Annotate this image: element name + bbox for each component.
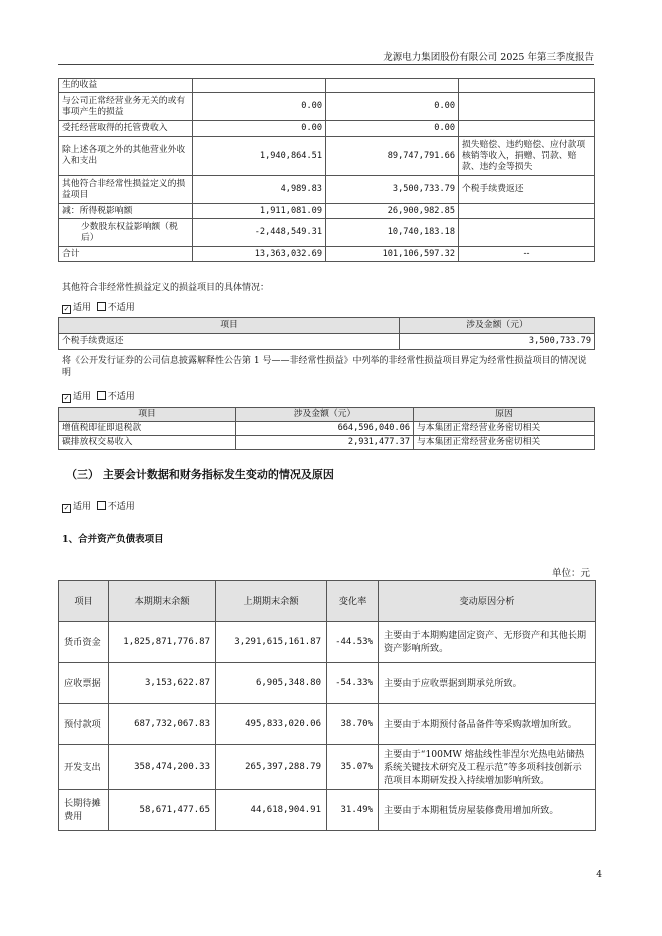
change-rate-cell: 38.70% [327,704,379,745]
period-end-balance-cell: 1,825,871,776.87 [109,622,216,663]
change-rate-cell: 35.07% [327,745,379,790]
current-period-cell [193,79,326,93]
note-cell [459,204,595,219]
prior-period-balance-cell: 265,397,288.79 [216,745,327,790]
period-end-balance-cell: 58,671,477.65 [109,790,216,831]
subsection-title: 1、合并资产负债表项目 [62,534,164,545]
table-row [59,176,595,204]
unchecked-checkbox-icon[interactable] [97,501,106,510]
note-cell [459,93,595,121]
column-header: 上期期末余额 [216,581,327,622]
applicability-options-2 [62,389,135,402]
applicability-options-1 [62,300,135,313]
item-cell: 除上述各项之外的其他营业外收入和支出 [59,137,193,176]
period-end-balance-cell: 358,474,200.33 [109,745,216,790]
table-header-row [59,581,596,622]
table-header-row [59,408,595,422]
note-cell: 个税手续费返还 [459,176,595,204]
item-cell: 生的收益 [59,79,193,93]
reason-cell: 主要由于本期预付备品备件等采购款增加所致。 [379,704,596,745]
current-period-cell: 0.00 [193,93,326,121]
item-cell: 开发支出 [59,745,109,790]
item-cell: 增值税即征即退税款 [59,422,236,436]
table-row [59,219,595,247]
note-cell: -- [459,247,595,262]
prior-period-balance-cell: 3,291,615,161.87 [216,622,327,663]
note-cell [459,121,595,137]
table-row [59,79,595,93]
report-header-title: 龙源电力集团股份有限公司 2025 年第三季度报告 [383,52,594,63]
checked-checkbox-icon[interactable]: ✓ [63,504,70,512]
current-period-cell: 4,989.83 [193,176,326,204]
item-cell: 预付款项 [59,704,109,745]
current-period-cell: 1,940,864.51 [193,137,326,176]
change-rate-cell: -54.33% [327,663,379,704]
applicable-label: 适用 [73,303,92,313]
applicable-label: 适用 [73,502,92,512]
column-header: 原因 [414,408,595,422]
change-rate-cell: -44.53% [327,622,379,663]
current-period-cell: -2,448,549.31 [193,219,326,247]
item-cell: 合计 [59,247,193,262]
reason-cell: 与本集团正常经营业务密切相关 [414,436,595,450]
reason-cell: 主要由于本期购建固定资产、无形资产和其他长期资产影响所致。 [379,622,596,663]
applicable-label: 适用 [73,392,92,402]
table-row [59,334,595,350]
item-cell: 少数股东权益影响额（税后） [59,219,193,247]
ytd-cell: 89,747,791.66 [326,137,459,176]
checked-checkbox-icon[interactable]: ✓ [63,394,70,402]
table-row [59,745,596,790]
reason-cell: 主要由于本期租赁房屋装修费用增加所致。 [379,790,596,831]
table-row [59,663,596,704]
column-header: 变动原因分析 [379,581,596,622]
column-header: 涉及金额（元） [400,318,595,334]
current-period-cell: 1,911,081.09 [193,204,326,219]
table-row [59,137,595,176]
amount-cell: 2,931,477.37 [236,436,414,450]
item-cell: 与公司正常经营业务无关的或有事项产生的损益 [59,93,193,121]
ytd-cell: 0.00 [326,121,459,137]
item-cell: 减：所得税影响额 [59,204,193,219]
item-cell: 受托经营取得的托管费收入 [59,121,193,137]
column-header: 涉及金额（元） [236,408,414,422]
table-row [59,422,595,436]
section-title: （三） 主要会计数据和财务指标发生变动的情况及原因 [66,468,334,481]
change-rate-cell: 31.49% [327,790,379,831]
item-cell: 应收票据 [59,663,109,704]
unchecked-checkbox-icon[interactable] [97,391,106,400]
other-items-description: 其他符合非经常性损益定义的损益项目的具体情况： [62,283,270,293]
amount-cell: 3,500,733.79 [400,334,595,350]
item-cell: 个税手续费返还 [59,334,400,350]
not-applicable-label: 不适用 [107,502,135,512]
table-row [59,204,595,219]
column-header: 项目 [59,318,400,334]
reclassified-items-table [58,407,595,450]
prior-period-balance-cell: 6,905,348.80 [216,663,327,704]
period-end-balance-cell: 3,153,622.87 [109,663,216,704]
non-recurring-items-table [58,78,595,262]
unit-label: 单位：元 [551,568,590,579]
column-header: 变化率 [327,581,379,622]
not-applicable-label: 不适用 [107,392,135,402]
not-applicable-label: 不适用 [107,303,135,313]
table-row [59,790,596,831]
ytd-cell: 10,740,183.18 [326,219,459,247]
table-row [59,704,596,745]
current-period-cell: 13,363,032.69 [193,247,326,262]
table-row [59,93,595,121]
reason-cell: 主要由于“100MW 熔盐线性菲涅尔光热电站储热系统关键技术研究及工程示范”等多项科技创新示范项目本期研发投入持续增加影响所致。 [379,745,596,790]
current-period-cell: 0.00 [193,121,326,137]
applicability-options-3 [62,499,135,512]
item-cell: 其他符合非经常性损益定义的损益项目 [59,176,193,204]
column-header: 本期期末余额 [109,581,216,622]
reclassification-description: 将《公开发行证券的公司信息披露解释性公告第 1 号——非经常性损益》中列举的非经常性损益项目界定为经常性损益项目的情况说明 [62,356,587,378]
table-header-row [59,318,595,334]
table-row [59,247,595,262]
reason-cell: 与本集团正常经营业务密切相关 [414,422,595,436]
column-header: 项目 [59,408,236,422]
ytd-cell: 0.00 [326,93,459,121]
ytd-cell: 26,900,982.85 [326,204,459,219]
table-row [59,436,595,450]
amount-cell: 664,596,040.06 [236,422,414,436]
unchecked-checkbox-icon[interactable] [97,302,106,311]
item-cell: 货币资金 [59,622,109,663]
balance-sheet-changes-table [58,580,596,831]
prior-period-balance-cell: 44,618,904.91 [216,790,327,831]
header-rule [58,64,594,65]
period-end-balance-cell: 687,732,067.83 [109,704,216,745]
table-row [59,121,595,137]
note-cell [459,79,595,93]
other-items-table [58,317,595,350]
item-cell: 碳排放权交易收入 [59,436,236,450]
item-cell: 长期待摊费用 [59,790,109,831]
checked-checkbox-icon[interactable]: ✓ [63,305,70,313]
reason-cell: 主要由于应收票据到期承兑所致。 [379,663,596,704]
ytd-cell: 3,500,733.79 [326,176,459,204]
prior-period-balance-cell: 495,833,020.06 [216,704,327,745]
table-row [59,622,596,663]
page-number: 4 [596,870,602,880]
note-cell: 损失赔偿、违约赔偿、应付款项核销等收入，捐赠、罚款、赔款、违约金等损失 [459,137,595,176]
ytd-cell [326,79,459,93]
ytd-cell: 101,106,597.32 [326,247,459,262]
column-header: 项目 [59,581,109,622]
note-cell [459,219,595,247]
